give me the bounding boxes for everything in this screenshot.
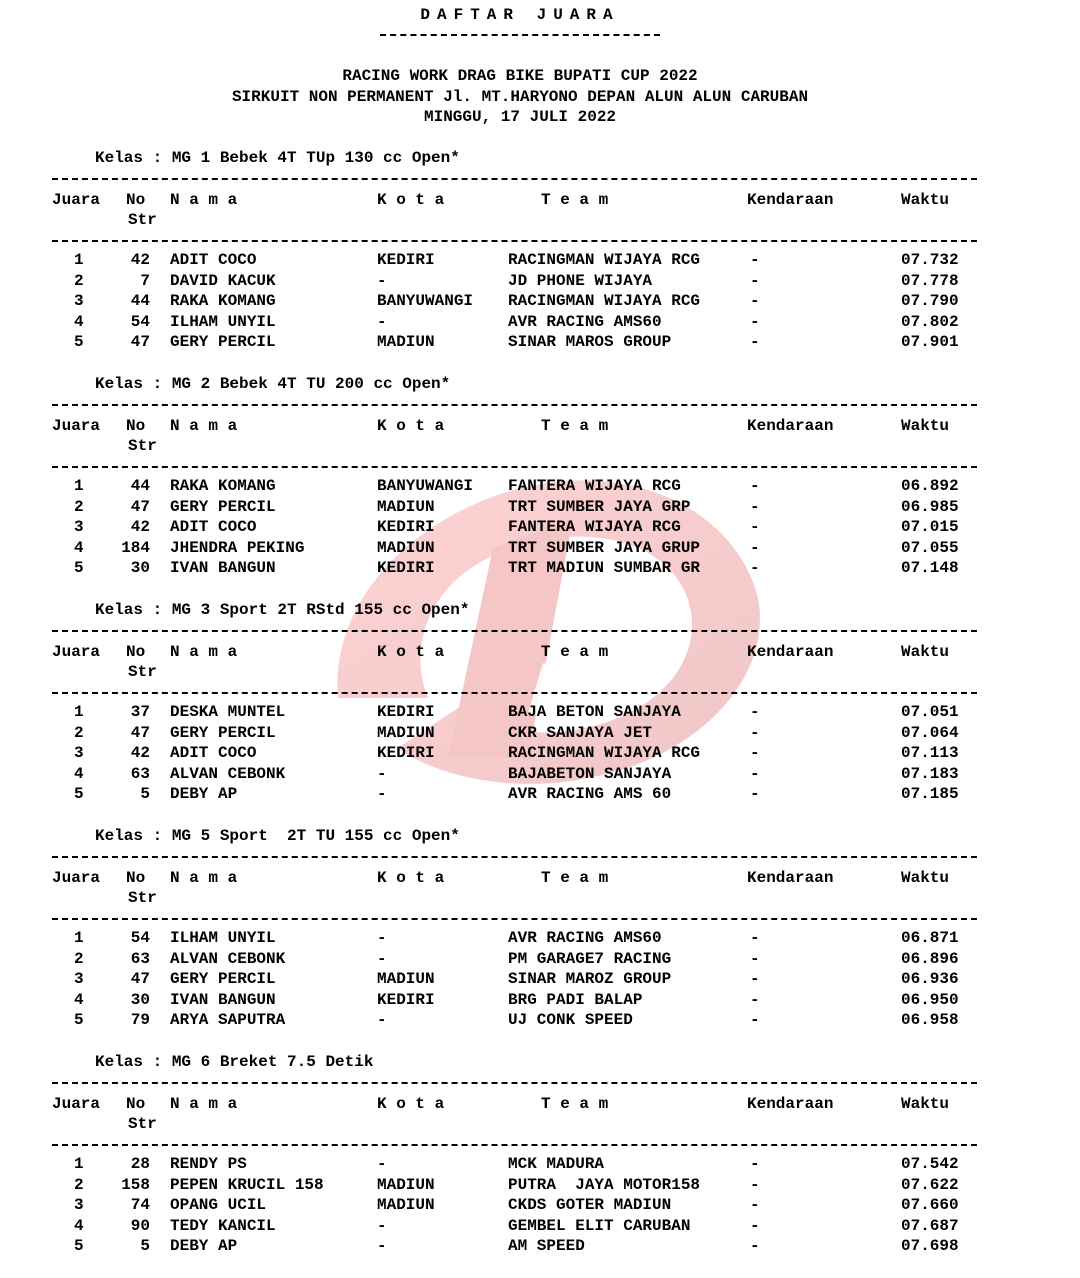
team: JD PHONE WIJAYA [508, 272, 653, 290]
vehicle: - [750, 970, 760, 988]
col-header-kendaraan: Kendaraan [747, 1095, 834, 1113]
class-title: Kelas : MG 2 Bebek 4T TU 200 cc Open* [95, 375, 451, 393]
start-number: 5 [140, 1237, 150, 1255]
rider-name: ALVAN CEBONK [170, 950, 286, 968]
vehicle: - [750, 1155, 760, 1173]
city: MADIUN [377, 1176, 435, 1194]
rider-name: DESKA MUNTEL [170, 703, 286, 721]
event-name: RACING WORK DRAG BIKE BUPATI CUP 2022 [342, 67, 698, 85]
col-header-waktu: Waktu [901, 191, 950, 209]
rank: 2 [74, 724, 84, 742]
col-header-waktu: Waktu [901, 417, 950, 435]
rank: 3 [74, 744, 84, 762]
team: UJ CONK SPEED [508, 1011, 633, 1029]
time: 07.183 [901, 765, 959, 783]
start-number: 90 [130, 1217, 150, 1235]
city: MADIUN [377, 970, 435, 988]
time: 07.802 [901, 313, 959, 331]
col-header-juara: Juara [52, 643, 101, 661]
col-header-no: No [126, 869, 146, 887]
team: SINAR MAROZ GROUP [508, 970, 672, 988]
separator-top [52, 1082, 977, 1084]
time: 06.896 [901, 950, 959, 968]
city: MADIUN [377, 539, 435, 557]
city: KEDIRI [377, 559, 435, 577]
team: FANTERA WIJAYA RCG [508, 518, 681, 536]
city: KEDIRI [377, 703, 435, 721]
start-number: 37 [130, 703, 150, 721]
vehicle: - [750, 950, 760, 968]
team: BAJA BETON SANJAYA [508, 703, 681, 721]
separator-bottom [52, 466, 977, 468]
col-header-kendaraan: Kendaraan [747, 643, 834, 661]
rider-name: ADIT COCO [170, 251, 257, 269]
time: 07.185 [901, 785, 959, 803]
class-section [0, 600, 1080, 826]
time: 06.950 [901, 991, 959, 1009]
rank: 4 [74, 313, 84, 331]
class-section [0, 1052, 1080, 1278]
vehicle: - [750, 785, 760, 803]
time: 07.732 [901, 251, 959, 269]
vehicle: - [750, 1237, 760, 1255]
vehicle: - [750, 765, 760, 783]
rider-name: ADIT COCO [170, 518, 257, 536]
class-title: Kelas : MG 5 Sport 2T TU 155 cc Open* [95, 827, 460, 845]
rank: 5 [74, 1011, 84, 1029]
vehicle: - [750, 724, 760, 742]
city: BANYUWANGI [377, 477, 474, 495]
time: 07.148 [901, 559, 959, 577]
start-number: 47 [130, 498, 150, 516]
class-title: Kelas : MG 3 Sport 2T RStd 155 cc Open* [95, 601, 470, 619]
col-header-kota: K o t a [377, 643, 445, 661]
separator-top [52, 630, 977, 632]
rider-name: RAKA KOMANG [170, 477, 276, 495]
city: KEDIRI [377, 251, 435, 269]
rider-name: DEBY AP [170, 785, 238, 803]
rank: 3 [74, 518, 84, 536]
team: TRT MADIUN SUMBAR GR [508, 559, 701, 577]
time: 07.113 [901, 744, 959, 762]
col-header-nama: N a m a [170, 191, 238, 209]
rider-name: DAVID KACUK [170, 272, 276, 290]
vehicle: - [750, 518, 760, 536]
team: CKR SANJAYA JET [508, 724, 653, 742]
rider-name: ALVAN CEBONK [170, 765, 286, 783]
time: 07.660 [901, 1196, 959, 1214]
separator-bottom [52, 692, 977, 694]
city: - [377, 765, 387, 783]
city: KEDIRI [377, 991, 435, 1009]
rank: 4 [74, 765, 84, 783]
rank: 1 [74, 251, 84, 269]
col-header-juara: Juara [52, 1095, 101, 1113]
time: 06.871 [901, 929, 959, 947]
class-section [0, 826, 1080, 1052]
city: - [377, 313, 387, 331]
city: - [377, 1217, 387, 1235]
rank: 2 [74, 272, 84, 290]
rank: 1 [74, 929, 84, 947]
time: 06.936 [901, 970, 959, 988]
col-header-waktu: Waktu [901, 869, 950, 887]
team: RACINGMAN WIJAYA RCG [508, 292, 701, 310]
separator-bottom [52, 240, 977, 242]
col-header-no: No [126, 417, 146, 435]
time: 07.778 [901, 272, 959, 290]
time: 07.051 [901, 703, 959, 721]
team: AVR RACING AMS 60 [508, 785, 672, 803]
city: - [377, 929, 387, 947]
col-header-nama: N a m a [170, 869, 238, 887]
rank: 1 [74, 703, 84, 721]
city: - [377, 272, 387, 290]
team: MCK MADURA [508, 1155, 605, 1173]
vehicle: - [750, 1011, 760, 1029]
event-date: MINGGU, 17 JULI 2022 [423, 108, 617, 126]
rider-name: TEDY KANCIL [170, 1217, 276, 1235]
start-number: 42 [130, 518, 150, 536]
col-header-team: T e a m [541, 1095, 609, 1113]
time: 07.064 [901, 724, 959, 742]
col-header-kota: K o t a [377, 869, 445, 887]
time: 07.790 [901, 292, 959, 310]
start-number: 47 [130, 970, 150, 988]
rider-name: ILHAM UNYIL [170, 313, 276, 331]
col-header-kendaraan: Kendaraan [747, 869, 834, 887]
time: 07.542 [901, 1155, 959, 1173]
team: FANTERA WIJAYA RCG [508, 477, 681, 495]
team: PUTRA JAYA MOTOR158 [508, 1176, 701, 1194]
vehicle: - [750, 477, 760, 495]
rank: 4 [74, 991, 84, 1009]
rider-name: GERY PERCIL [170, 724, 276, 742]
rider-name: GERY PERCIL [170, 333, 276, 351]
team: TRT SUMBER JAYA GRP [508, 498, 691, 516]
rank: 3 [74, 1196, 84, 1214]
start-number: 63 [130, 950, 150, 968]
col-header-str: Str [128, 437, 157, 455]
rank: 5 [74, 1237, 84, 1255]
city: - [377, 785, 387, 803]
city: MADIUN [377, 333, 435, 351]
vehicle: - [750, 1176, 760, 1194]
vehicle: - [750, 929, 760, 947]
start-number: 44 [130, 292, 150, 310]
col-header-juara: Juara [52, 191, 101, 209]
team: BAJABETON SANJAYA [508, 765, 672, 783]
rank: 2 [74, 950, 84, 968]
start-number: 63 [130, 765, 150, 783]
start-number: 158 [121, 1176, 150, 1194]
team: RACINGMAN WIJAYA RCG [508, 251, 701, 269]
city: - [377, 1011, 387, 1029]
time: 07.901 [901, 333, 959, 351]
rank: 5 [74, 559, 84, 577]
rank: 4 [74, 1217, 84, 1235]
vehicle: - [750, 498, 760, 516]
col-header-no: No [126, 1095, 146, 1113]
rider-name: IVAN BANGUN [170, 559, 276, 577]
time: 07.015 [901, 518, 959, 536]
team: GEMBEL ELIT CARUBAN [508, 1217, 691, 1235]
city: MADIUN [377, 498, 435, 516]
time: 06.958 [901, 1011, 959, 1029]
vehicle: - [750, 559, 760, 577]
rider-name: IVAN BANGUN [170, 991, 276, 1009]
rank: 4 [74, 539, 84, 557]
rank: 5 [74, 333, 84, 351]
start-number: 28 [130, 1155, 150, 1173]
rider-name: PEPEN KRUCIL 158 [170, 1176, 324, 1194]
vehicle: - [750, 744, 760, 762]
rider-name: RENDY PS [170, 1155, 247, 1173]
col-header-juara: Juara [52, 869, 101, 887]
rider-name: JHENDRA PEKING [170, 539, 305, 557]
col-header-nama: N a m a [170, 417, 238, 435]
time: 07.622 [901, 1176, 959, 1194]
col-header-str: Str [128, 1115, 157, 1133]
city: - [377, 950, 387, 968]
rider-name: ADIT COCO [170, 744, 257, 762]
start-number: 42 [130, 251, 150, 269]
separator-top [52, 856, 977, 858]
rank: 3 [74, 292, 84, 310]
col-header-waktu: Waktu [901, 643, 950, 661]
vehicle: - [750, 1196, 760, 1214]
start-number: 5 [140, 785, 150, 803]
vehicle: - [750, 333, 760, 351]
vehicle: - [750, 539, 760, 557]
rider-name: DEBY AP [170, 1237, 238, 1255]
rider-name: ILHAM UNYIL [170, 929, 276, 947]
col-header-str: Str [128, 211, 157, 229]
title-underline [380, 34, 660, 36]
separator-top [52, 178, 977, 180]
rank: 5 [74, 785, 84, 803]
start-number: 74 [130, 1196, 150, 1214]
col-header-nama: N a m a [170, 1095, 238, 1113]
time: 07.698 [901, 1237, 959, 1255]
team: AVR RACING AMS60 [508, 313, 662, 331]
col-header-kendaraan: Kendaraan [747, 417, 834, 435]
col-header-kota: K o t a [377, 191, 445, 209]
vehicle: - [750, 1217, 760, 1235]
team: TRT SUMBER JAYA GRUP [508, 539, 701, 557]
team: CKDS GOTER MADIUN [508, 1196, 672, 1214]
col-header-str: Str [128, 889, 157, 907]
start-number: 30 [130, 991, 150, 1009]
col-header-str: Str [128, 663, 157, 681]
start-number: 47 [130, 333, 150, 351]
class-title: Kelas : MG 6 Breket 7.5 Detik [95, 1053, 374, 1071]
vehicle: - [750, 313, 760, 331]
team: AM SPEED [508, 1237, 585, 1255]
city: BANYUWANGI [377, 292, 474, 310]
rank: 2 [74, 1176, 84, 1194]
col-header-kota: K o t a [377, 1095, 445, 1113]
rank: 2 [74, 498, 84, 516]
col-header-no: No [126, 191, 146, 209]
start-number: 79 [130, 1011, 150, 1029]
class-section [0, 148, 1080, 374]
time: 06.892 [901, 477, 959, 495]
city: MADIUN [377, 1196, 435, 1214]
col-header-team: T e a m [541, 643, 609, 661]
time: 06.985 [901, 498, 959, 516]
document-title: DAFTAR JUARA [420, 6, 620, 24]
vehicle: - [750, 251, 760, 269]
col-header-team: T e a m [541, 869, 609, 887]
team: SINAR MAROS GROUP [508, 333, 672, 351]
team: RACINGMAN WIJAYA RCG [508, 744, 701, 762]
col-header-team: T e a m [541, 417, 609, 435]
start-number: 42 [130, 744, 150, 762]
start-number: 47 [130, 724, 150, 742]
city: - [377, 1237, 387, 1255]
city: KEDIRI [377, 518, 435, 536]
city: KEDIRI [377, 744, 435, 762]
class-section [0, 374, 1080, 600]
col-header-kota: K o t a [377, 417, 445, 435]
team: AVR RACING AMS60 [508, 929, 662, 947]
class-title: Kelas : MG 1 Bebek 4T TUp 130 cc Open* [95, 149, 460, 167]
rank: 1 [74, 1155, 84, 1173]
rider-name: GERY PERCIL [170, 970, 276, 988]
rider-name: RAKA KOMANG [170, 292, 276, 310]
time: 07.687 [901, 1217, 959, 1235]
rider-name: OPANG UCIL [170, 1196, 267, 1214]
vehicle: - [750, 272, 760, 290]
start-number: 54 [130, 929, 150, 947]
vehicle: - [750, 991, 760, 1009]
col-header-no: No [126, 643, 146, 661]
vehicle: - [750, 703, 760, 721]
team: PM GARAGE7 RACING [508, 950, 672, 968]
start-number: 7 [140, 272, 150, 290]
event-venue: SIRKUIT NON PERMANENT Jl. MT.HARYONO DEPAN ALUN ALUN CARUBAN [231, 88, 809, 106]
col-header-waktu: Waktu [901, 1095, 950, 1113]
start-number: 184 [121, 539, 150, 557]
rank: 1 [74, 477, 84, 495]
col-header-team: T e a m [541, 191, 609, 209]
team: BRG PADI BALAP [508, 991, 643, 1009]
city: MADIUN [377, 724, 435, 742]
separator-top [52, 404, 977, 406]
separator-bottom [52, 918, 977, 920]
start-number: 54 [130, 313, 150, 331]
time: 07.055 [901, 539, 959, 557]
city: - [377, 1155, 387, 1173]
rider-name: ARYA SAPUTRA [170, 1011, 286, 1029]
col-header-juara: Juara [52, 417, 101, 435]
col-header-nama: N a m a [170, 643, 238, 661]
vehicle: - [750, 292, 760, 310]
start-number: 44 [130, 477, 150, 495]
rider-name: GERY PERCIL [170, 498, 276, 516]
separator-bottom [52, 1144, 977, 1146]
rank: 3 [74, 970, 84, 988]
start-number: 30 [130, 559, 150, 577]
col-header-kendaraan: Kendaraan [747, 191, 834, 209]
